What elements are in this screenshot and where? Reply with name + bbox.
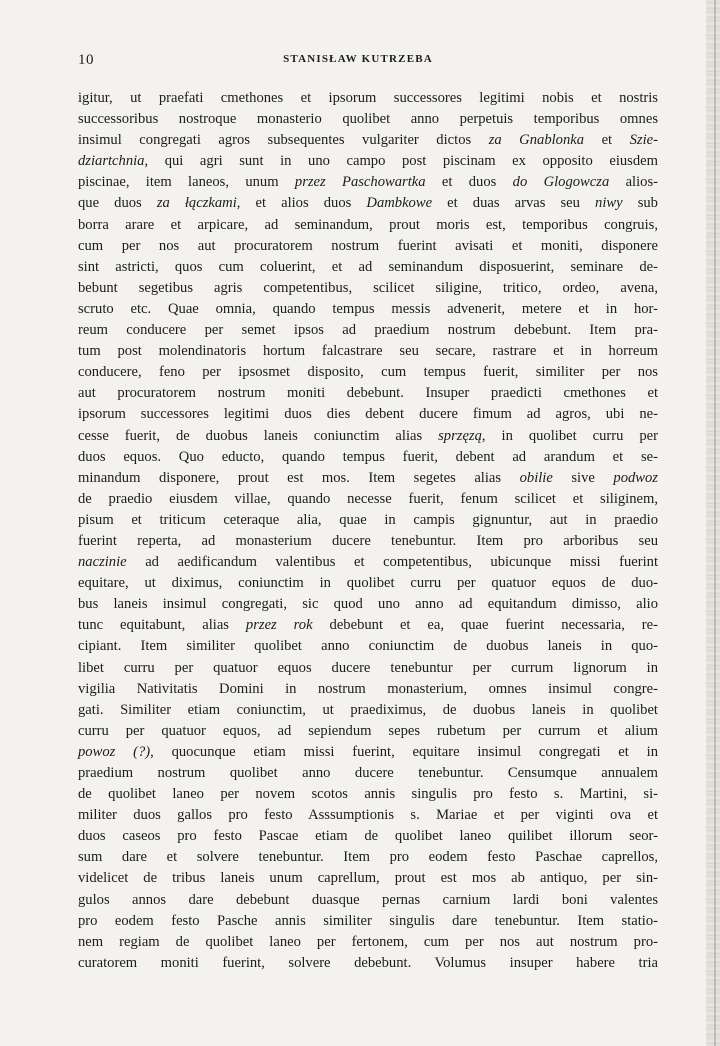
text-line (78, 151, 658, 172)
italic-term: obilie (519, 469, 553, 486)
text-run: duos caseos pro festo Pascae etiam de quolibet laneo quilibet illorum seor- (78, 828, 658, 845)
text-run: , qui agri sunt in uno campo post piscinam ex opposito eiusdem (144, 153, 658, 170)
italic-term: za łączkami (156, 195, 237, 212)
text-run: de quolibet laneo per novem scotos annis singulis pro festo s. Martini, si- (78, 786, 658, 803)
text-run: militer duos gallos pro festo Asssumptionis s. Mariae et per viginti ova et (78, 807, 658, 824)
text-run: de praedio eiusdem villae, quando necesse fuerit, fenum scilicet et siliginem, (78, 490, 658, 507)
text-run: praedium nostrum quolibet anno ducere tenebuntur. Censumque annualem (78, 765, 658, 781)
text-line (78, 510, 658, 531)
text-run: tum post molendinatoris hortum falcastrare seu secare, rastrare et in horreum (78, 343, 658, 360)
text-run: duos equos. Quo educto, quando tempus fuerit, debent ad arandum et se- (78, 448, 658, 465)
page-number: 10 (78, 52, 94, 68)
text-line (78, 320, 658, 341)
italic-term: Szie- (629, 132, 658, 149)
text-line (78, 88, 658, 109)
text-line (78, 847, 658, 868)
running-title: STANISŁAW KUTRZEBA (283, 53, 433, 65)
text-line (78, 404, 658, 425)
text-line (78, 679, 658, 700)
text-line (78, 868, 658, 889)
text-run: borra arare et arpicare, ad seminandum, prout moris est, temporibus congruis, (78, 216, 658, 233)
text-run: libet curru per quatuor equos ducere tenebuntur per currum lignorum in (78, 659, 658, 676)
text-line (78, 911, 658, 932)
text-run: cesse fuerit, de duobus laneis coniunctim alias (78, 427, 439, 444)
text-run: ipsorum successores legitimi duos dies debent ducere fimum ad agros, ubi ne- (78, 406, 658, 423)
text-run: cipiant. Item similiter quolibet anno coniunctim de duobus laneis in quo- (78, 638, 658, 655)
text-run: pro eodem festo Pasche annis similiter singulis dare tenebuntur. Item statio- (78, 912, 658, 929)
text-line (78, 257, 658, 278)
text-line (78, 468, 658, 489)
italic-term: naczinie (78, 554, 127, 571)
text-line (78, 172, 658, 193)
text-run: sub (622, 195, 658, 212)
text-run: aut procuratorem nostrum moniti debebunt. Insuper praedicti cmethones et (78, 385, 658, 402)
italic-term: sprzęzą (438, 427, 482, 444)
text-run: scruto etc. Quae omnia, quando tempus messis advenerit, metere et in hor- (78, 300, 658, 317)
text-line (78, 383, 658, 404)
text-run: sum dare et solvere tenebuntur. Item pro eodem festo Paschae caprellos, (78, 849, 658, 866)
text-line (78, 805, 658, 826)
text-line (78, 615, 658, 636)
text-line (78, 721, 658, 742)
text-run: bebunt segetibus agris competentibus, scilicet siligine, tritico, ordeo, avena, (78, 279, 658, 296)
text-run: curatorem moniti fuerint, solvere debebunt. Volumus insuper habere tria (78, 954, 658, 971)
italic-term: do Glogowcza (512, 174, 610, 191)
text-line (78, 932, 658, 953)
text-run: pisum et triticum ceteraque alia, quae in campis gignuntur, aut in praedio (78, 511, 658, 528)
text-run: sive (552, 469, 614, 486)
text-line (78, 552, 658, 573)
page-header (78, 50, 638, 72)
text-run: cum per nos aut procuratorem nostrum fuerint avisati et moniti, disponere (78, 237, 658, 254)
text-line (78, 447, 658, 468)
text-run: debebunt et ea, quae fuerint necessaria, re- (312, 617, 659, 634)
page-binding-edge (706, 0, 720, 1046)
text-run: minandum disponere, prout est mos. Item segetes alias (78, 469, 520, 486)
text-run: et duos (425, 174, 513, 191)
text-line (78, 763, 658, 784)
text-line (78, 130, 658, 151)
text-run: alios- (609, 174, 658, 191)
italic-term: powoz (?) (78, 743, 151, 760)
text-line (78, 636, 658, 657)
text-run: insimul congregati agros subsequentes vulgariter dictos (78, 132, 489, 149)
text-line (78, 426, 658, 447)
text-line (78, 489, 658, 510)
text-run: gati. Similiter etiam coniunctim, ut praediximus, de duobus laneis in quolibet (78, 701, 658, 718)
italic-term: podwoz (613, 469, 658, 486)
italic-term: Dambkowe (366, 195, 433, 212)
text-run: conducere, feno per ipsosmet disposito, cum tempus fuerit, similiter per nos (78, 364, 658, 381)
text-run: reum conducere per semet ipsos ad praedium nostrum debebunt. Item pra- (78, 322, 658, 339)
text-run: ad aedificandum valentibus et competentibus, ubicunque missi fuerint (126, 554, 658, 571)
text-run: et duas arvas seu (432, 195, 596, 212)
text-run: gulos annos dare debebunt duasque pernas carnium lardi boni valentes (78, 891, 658, 908)
text-line (78, 658, 658, 679)
italic-term: za Gnablonka (488, 132, 585, 149)
text-line (78, 784, 658, 805)
text-run: igitur, ut praefati cmethones et ipsorum successores legitimi nobis et nostris (78, 90, 658, 106)
text-run: successoribus nostroque monasterio quolibet anno perpetuis temporibus omnes (78, 111, 658, 128)
text-run: sint astricti, quos cum coluerint, et ad seminandum disposuerint, seminare de- (78, 258, 658, 275)
text-run: curru per quatuor equos, ad sepiendum sepes rubetum per currum et alium (78, 722, 658, 739)
text-run: et (584, 132, 630, 149)
text-run: fuerint reperta, ad monasterium ducere tenebuntur. Item pro arboribus seu (78, 532, 658, 549)
text-run: equitare, ut diximus, coniunctim in quolibet curru per quatuor equos de duo- (78, 575, 658, 592)
text-run: nem regiam de quolibet laneo per fertonem, cum per nos aut nostrum pro- (78, 933, 658, 950)
text-line (78, 700, 658, 721)
text-line (78, 341, 658, 362)
italic-term: dziartchnia (78, 153, 145, 170)
text-line (78, 953, 658, 974)
text-line (78, 594, 658, 615)
text-line (78, 299, 658, 320)
text-line (78, 215, 658, 236)
text-line (78, 531, 658, 552)
text-line (78, 742, 658, 763)
text-line (78, 278, 658, 299)
text-line (78, 362, 658, 383)
text-run: , quocunque etiam missi fuerint, equitare insimul congregati et in (150, 743, 658, 760)
text-run: piscinae, item laneos, unum (78, 174, 295, 191)
italic-term: niwy (595, 195, 623, 212)
text-run: , et alios duos (236, 195, 367, 212)
body-text (78, 88, 658, 974)
text-line (78, 236, 658, 257)
text-line (78, 109, 658, 130)
text-run: tunc equitabunt, alias (78, 617, 246, 634)
text-line (78, 573, 658, 594)
text-line (78, 193, 658, 214)
text-line (78, 826, 658, 847)
text-run: vigilia Nativitatis Domini in nostrum monasterium, omnes insimul congre- (78, 680, 658, 697)
italic-term: przez rok (245, 617, 313, 634)
text-run: bus laneis insimul congregati, sic quod uno anno ad equitandum dimisso, alio (78, 596, 658, 613)
text-run: que duos (78, 195, 157, 212)
text-line (78, 890, 658, 911)
text-run: videlicet de tribus laneis unum caprellum, prout est mos ab antiquo, per sin- (78, 870, 658, 887)
italic-term: przez Paschowartka (294, 174, 426, 191)
page-edge-rule (714, 0, 716, 1046)
text-run: , in quolibet curru per (481, 427, 658, 444)
